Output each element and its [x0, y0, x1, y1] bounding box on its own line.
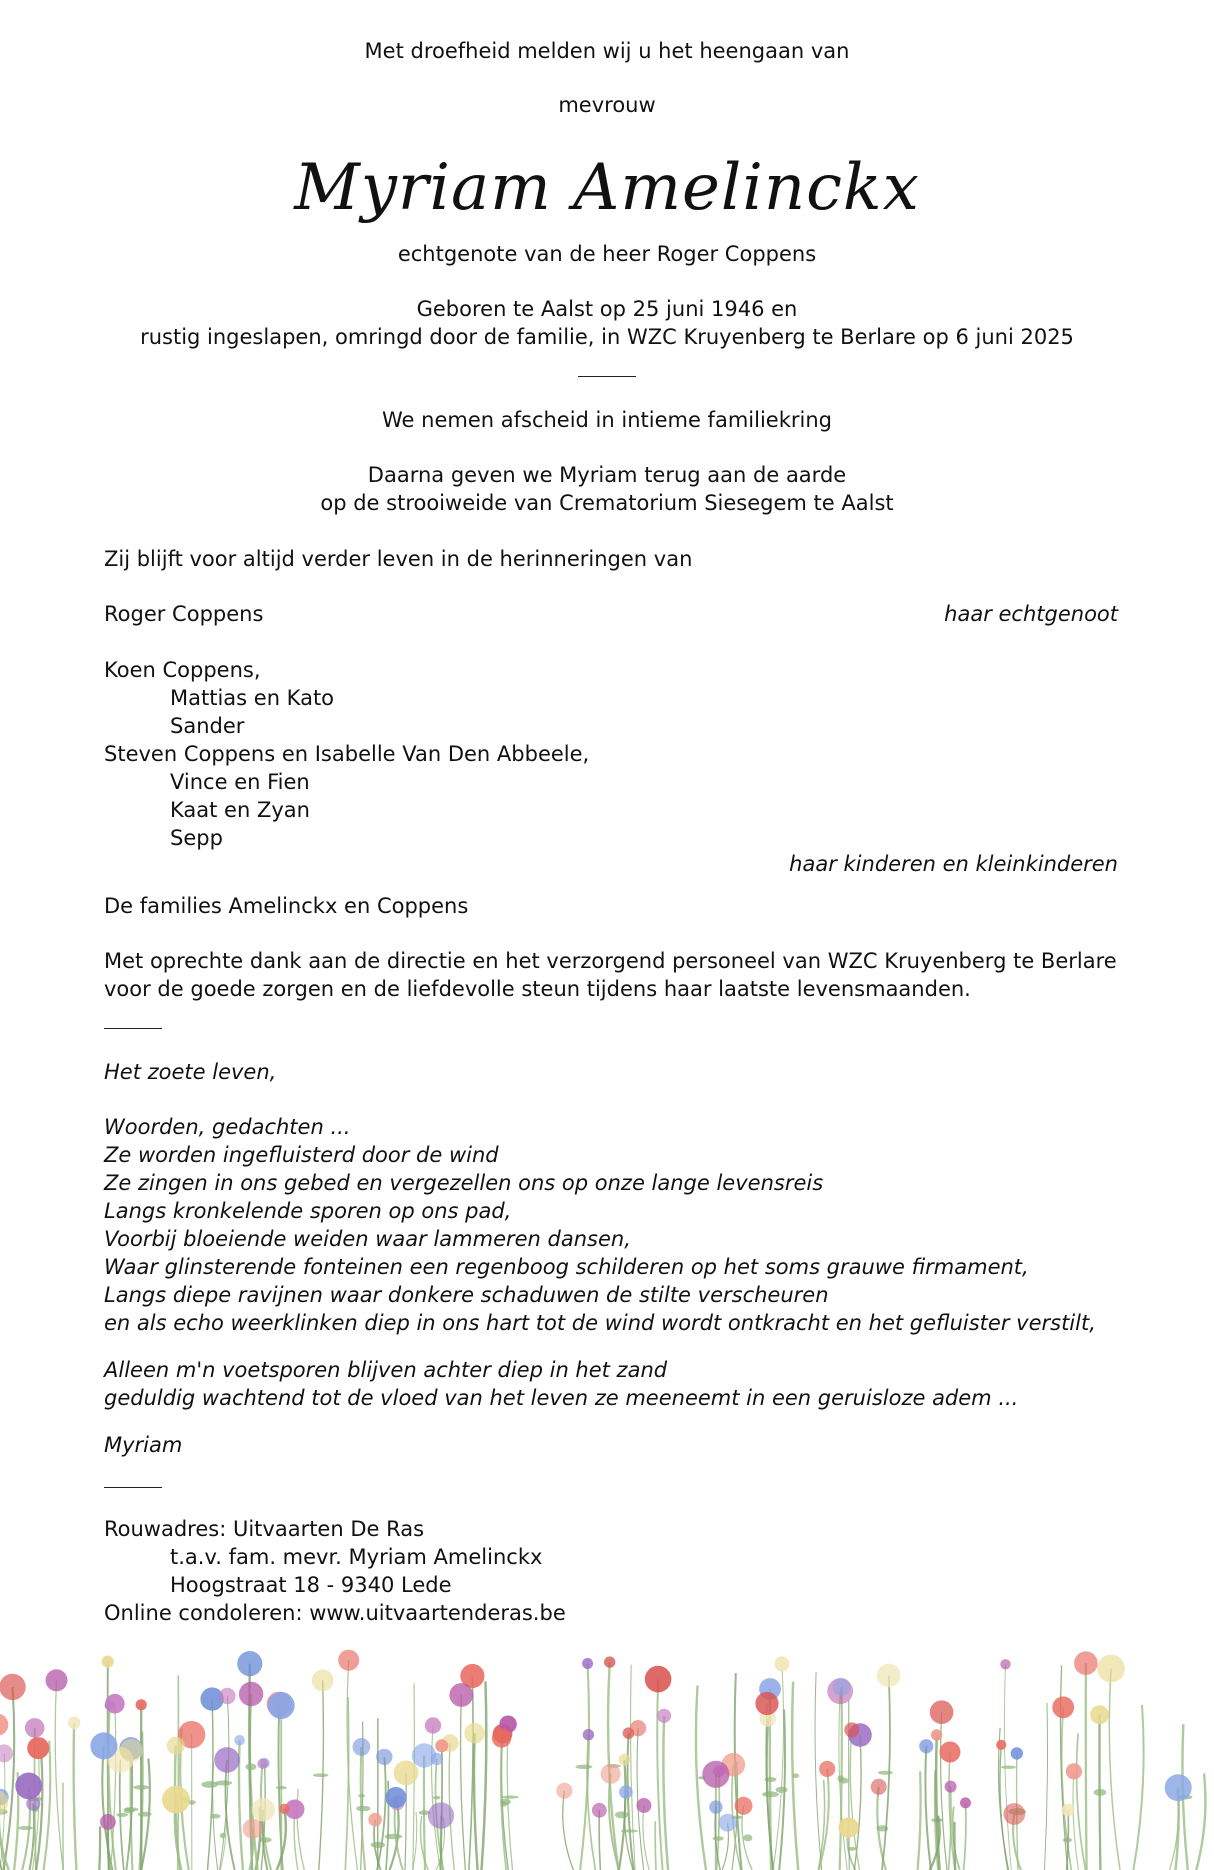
flower-stem [1133, 1705, 1143, 1870]
flower-blossom [237, 1651, 262, 1676]
flower-blossom [1097, 1655, 1125, 1683]
flower-stem [1077, 1733, 1086, 1870]
poem-line: Alleen m'n voetsporen blijven achter diep in het zand [104, 1358, 668, 1382]
flower-blossom [0, 1674, 26, 1700]
flower-leaf [500, 1801, 507, 1807]
flower-blossom [755, 1692, 778, 1715]
flower-leaf [713, 1836, 724, 1841]
flower-stem [474, 1733, 478, 1870]
flower-blossom [368, 1813, 382, 1827]
flower-stem [1109, 1669, 1120, 1870]
flower-leaf [837, 1775, 843, 1781]
families-line: De families Amelinckx en Coppens [104, 894, 469, 918]
poem-title: Het zoete leven, [104, 1060, 277, 1084]
flower-blossom [105, 1694, 125, 1714]
flower-blossom [376, 1749, 392, 1765]
flower-stem [226, 1760, 235, 1870]
flower-blossom [431, 1753, 443, 1765]
wildflower-border [0, 1640, 1214, 1870]
ceremony-line: Daarna geven we Myriam terug aan de aarde [367, 463, 847, 487]
flower-blossom [945, 1781, 957, 1793]
flower-blossom [619, 1754, 631, 1766]
flower-leaf [245, 1763, 256, 1770]
poem-line: Langs diepe ravijnen waar donkere schaduwen de stilte verscheuren [104, 1283, 829, 1307]
flower-stem [918, 1771, 921, 1870]
flower-blossom [0, 1744, 13, 1762]
flower-blossom [645, 1666, 672, 1693]
divider [578, 376, 636, 377]
flower-blossom [930, 1700, 954, 1724]
flower-blossom [338, 1650, 359, 1671]
flower-leaf [356, 1806, 370, 1812]
flower-leaf [1001, 1766, 1016, 1769]
intro-text: Met droefheid melden wij u het heengaan van [364, 39, 850, 63]
flower-stem [563, 1791, 574, 1870]
flower-leaf [220, 1833, 226, 1838]
spouse-name: Roger Coppens [104, 602, 264, 626]
flower-blossom [214, 1747, 240, 1773]
flower-blossom [709, 1800, 722, 1813]
flower-blossom [1011, 1747, 1023, 1759]
family-member: Vince en Fien [170, 770, 310, 794]
family-member: Sepp [170, 826, 223, 850]
title-prefix: mevrouw [558, 93, 656, 117]
flower-leaf [502, 1796, 519, 1799]
flower-stem [482, 1681, 487, 1870]
flower-blossom [162, 1786, 190, 1814]
flower-blossom [27, 1737, 49, 1759]
flower-blossom [619, 1785, 633, 1799]
flower-stem [1045, 1703, 1048, 1870]
flower-stem [347, 1660, 357, 1870]
flower-stem [643, 1806, 649, 1870]
family-member: Koen Coppens, [104, 658, 261, 682]
flower-blossom [90, 1732, 117, 1759]
flower-blossom [15, 1773, 42, 1800]
flower-stems [0, 1660, 1205, 1870]
spouse-role: haar echtgenoot [944, 602, 1118, 626]
flower-blossom [1090, 1705, 1109, 1724]
flower-blossom [68, 1717, 81, 1730]
flower-leaf [621, 1830, 639, 1833]
flower-blossom [844, 1722, 859, 1737]
flower-leaf [133, 1785, 149, 1790]
flower-blossom [735, 1797, 753, 1815]
flower-leaf [138, 1812, 152, 1817]
flower-blossom [1003, 1803, 1025, 1825]
flower-blossom [877, 1664, 901, 1688]
flower-blossom [46, 1669, 68, 1691]
flower-blossom [1165, 1774, 1192, 1801]
family-role: haar kinderen en kleinkinderen [789, 852, 1118, 876]
flower-blossom [657, 1709, 671, 1723]
memories-intro: Zij blijft voor altijd verder leven in de herinneringen van [104, 547, 693, 571]
poem-line: Waar glinsterende fonteinen een regenboog schilderen op het soms grauwe firmament, [104, 1255, 1029, 1279]
flower-leaf [878, 1771, 893, 1775]
flower-stem [55, 1680, 63, 1870]
address-line: t.a.v. fam. mevr. Myriam Amelinckx [170, 1545, 543, 1569]
address-line: Hoogstraat 18 - 9340 Lede [170, 1573, 452, 1597]
flower-stem [657, 1679, 662, 1870]
flower-blossom [838, 1817, 858, 1837]
poem-line: en als echo weerklinken diep in ons hart tot de wind wordt ontkracht en het gefluister verstilt, [104, 1311, 1096, 1335]
poem-line: geduldig wachtend tot de vloed van het leven ze meeneemt in een geruisloze adem ... [104, 1386, 1019, 1410]
flower-stem [964, 1803, 966, 1870]
flower-stem [1196, 1774, 1205, 1870]
flower-stem [599, 1810, 600, 1870]
flower-leaf [276, 1786, 287, 1789]
flower-blossom [353, 1738, 371, 1756]
flower-stem [925, 1746, 930, 1870]
poem-line: Woorden, gedachten ... [104, 1115, 351, 1139]
flower-blossom [449, 1683, 473, 1707]
thanks-line: voor de goede zorgen en de liefdevolle steun tijdens haar laatste levensmaanden. [104, 977, 971, 1001]
flower-blossom [582, 1658, 593, 1669]
divider [104, 1487, 162, 1488]
address-line: Online condoleren: www.uitvaartenderas.be [104, 1601, 566, 1625]
flower-blossom [996, 1740, 1006, 1750]
flower-stem [44, 1741, 51, 1870]
flower-blossom [257, 1758, 268, 1769]
flower-blossom [832, 1678, 850, 1696]
flower-stem [405, 1773, 406, 1870]
flower-leaf [259, 1837, 272, 1842]
died-line: rustig ingeslapen, omringd door de familie, in WZC Kruyenberg te Berlare op 6 juni 2025 [140, 325, 1074, 349]
deceased-name: Myriam Amelinckx [294, 151, 920, 225]
flower-blossom [167, 1737, 185, 1755]
flower-blossom [1052, 1696, 1074, 1718]
poem-line: Ze zingen in ons gebed en vergezellen ons op onze lange levensreis [104, 1171, 824, 1195]
flower-stem [99, 1826, 100, 1870]
flower-leaf [123, 1807, 134, 1813]
flower-blossom [774, 1656, 789, 1671]
flower-blossom [100, 1814, 116, 1830]
flower-leaf [1063, 1838, 1072, 1843]
flower-blossom [243, 1819, 263, 1839]
flower-blossom [604, 1656, 615, 1667]
flower-leaf [575, 1765, 592, 1769]
flower-blossom [960, 1797, 971, 1808]
ceremony-line: We nemen afscheid in intieme familiekring [382, 408, 832, 432]
flower-blossom [1062, 1804, 1075, 1817]
divider [104, 1028, 162, 1029]
spouse-line: echtgenote van de heer Roger Coppens [397, 242, 817, 266]
poem-line: Langs kronkelende sporen op ons pad, [104, 1199, 512, 1223]
flower-blossom [136, 1699, 147, 1710]
flower-blossom [219, 1688, 236, 1705]
poem-signature: Myriam [104, 1433, 183, 1457]
flower-stem [954, 1822, 955, 1870]
flower-blossom [492, 1728, 511, 1747]
flower-stem [74, 1723, 77, 1870]
flower-blossom [425, 1717, 441, 1733]
flower-blossom [556, 1783, 572, 1799]
poem-line: Voorbij bloeiende weiden waar lammeren dansen, [104, 1227, 631, 1251]
flower-blossom [25, 1718, 45, 1738]
poem-line: Ze worden ingefluisterd door de wind [104, 1143, 499, 1167]
thanks-line: Met oprechte dank aan de directie en het verzorgend personeel van WZC Kruyenberg te Berlare [104, 949, 1117, 973]
ceremony-line: op de strooiweide van Crematorium Siesegem te Aalst [320, 491, 894, 515]
flower-blossom [1066, 1763, 1082, 1779]
family-member: Steven Coppens en Isabelle Van Den Abbeele, [104, 742, 590, 766]
flower-stem [1086, 1663, 1087, 1870]
flower-blossom [279, 1804, 289, 1814]
flower-stem [663, 1716, 668, 1870]
flower-leaf [743, 1834, 752, 1841]
flower-blossom [120, 1739, 143, 1762]
flower-blossom [1074, 1651, 1098, 1675]
flower-blossom [252, 1798, 275, 1821]
flower-blossom [583, 1729, 594, 1740]
born-line: Geboren te Aalst op 25 juni 1946 en [416, 297, 798, 321]
flower-blossom [312, 1670, 334, 1692]
flower-leaf [762, 1791, 779, 1797]
flower-blossom [931, 1729, 942, 1740]
flower-blossom [428, 1802, 454, 1828]
flower-blossom [719, 1814, 737, 1832]
flower-blossom [636, 1798, 651, 1813]
flower-leaf [792, 1773, 799, 1778]
flower-blossom [239, 1682, 263, 1706]
flower-stem [1062, 1707, 1072, 1870]
flower-blossom [819, 1761, 835, 1777]
flower-blossom [1000, 1659, 1010, 1669]
flower-leaf [1094, 1789, 1107, 1796]
flower-stem [655, 1821, 656, 1870]
flower-stem [461, 1695, 466, 1870]
flower-blossom [630, 1720, 646, 1736]
flower-blossom [0, 1714, 8, 1736]
flower-blossom [871, 1779, 887, 1795]
flower-leaf [313, 1773, 328, 1777]
flower-blossom [268, 1692, 295, 1719]
flower-blossom [464, 1723, 485, 1744]
flower-leaf [18, 1826, 33, 1830]
flower-leaf [215, 1781, 232, 1786]
family-member: Sander [170, 714, 245, 738]
flower-blossom [592, 1803, 607, 1818]
flower-blossom [940, 1742, 961, 1763]
flower-blossom [919, 1739, 933, 1753]
flower-blossom [702, 1761, 729, 1788]
flower-blossom [234, 1735, 245, 1746]
flower-blossom [435, 1739, 448, 1752]
flower-blossom [601, 1764, 621, 1784]
flower-stem [469, 1676, 473, 1870]
flower-leaf [615, 1811, 629, 1818]
flower-leaf [433, 1796, 441, 1800]
address-line: Rouwadres: Uitvaarten De Ras [104, 1517, 425, 1541]
family-member: Kaat en Zyan [170, 798, 310, 822]
flower-blossom [385, 1787, 406, 1808]
flower-blossom [102, 1656, 114, 1668]
flower-blossom [394, 1761, 419, 1786]
flower-leaf [116, 1813, 128, 1817]
flower-leaf [776, 1787, 788, 1793]
family-member: Mattias en Kato [170, 686, 335, 710]
